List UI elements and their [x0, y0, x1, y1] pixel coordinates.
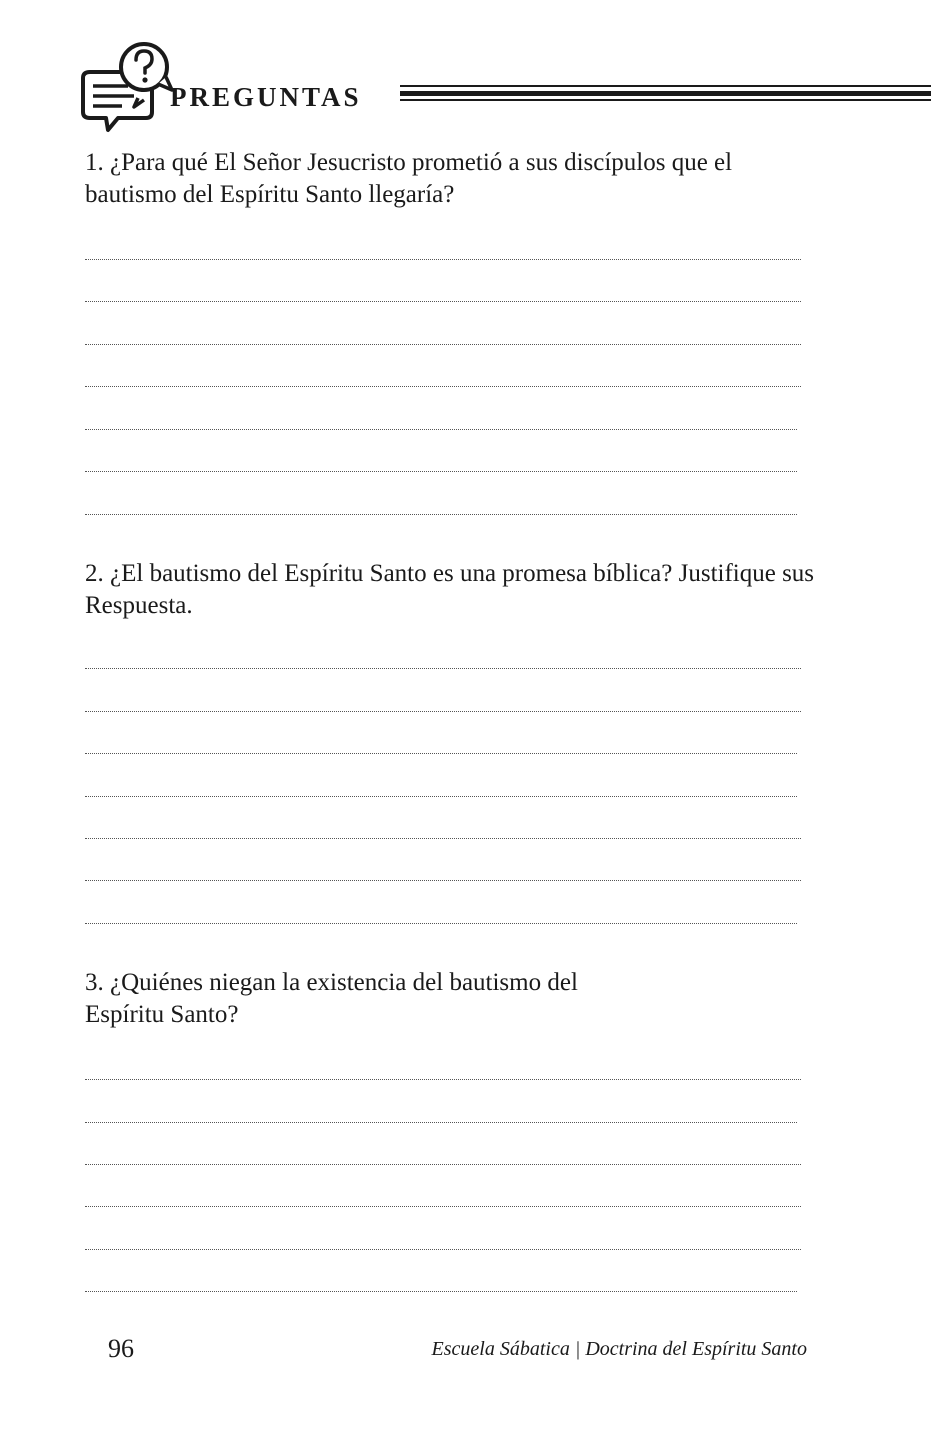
answer-line[interactable]	[85, 1079, 801, 1080]
page-number: 96	[108, 1334, 134, 1363]
answer-line[interactable]	[85, 301, 801, 302]
answer-line[interactable]	[85, 1249, 801, 1250]
answer-line[interactable]	[85, 796, 797, 797]
running-footer-title: Escuela Sábatica | Doctrina del Espíritu Santo	[431, 1338, 807, 1360]
answer-line[interactable]	[85, 711, 801, 712]
answer-line[interactable]	[85, 880, 801, 881]
answer-line[interactable]	[85, 668, 801, 669]
answer-line[interactable]	[85, 386, 801, 387]
answer-line[interactable]	[85, 838, 801, 839]
answer-line[interactable]	[85, 471, 797, 472]
answer-line[interactable]	[85, 1164, 801, 1165]
header-rule	[400, 85, 931, 102]
speech-bubbles-question-icon	[78, 40, 173, 135]
question-3: 3. ¿Quiénes niegan la existencia del bautismo del Espíritu Santo?	[85, 969, 578, 1028]
answer-line[interactable]	[85, 1206, 801, 1207]
answer-line[interactable]	[85, 344, 801, 345]
question-1: 1. ¿Para qué El Señor Jesucristo prometió a sus discípulos que el bautismo del Espíritu Santo llegaría?	[85, 149, 733, 208]
answer-line[interactable]	[85, 1122, 797, 1123]
answer-line[interactable]	[85, 923, 797, 924]
answer-line[interactable]	[85, 753, 797, 754]
answer-line[interactable]	[85, 1291, 797, 1292]
answer-line[interactable]	[85, 429, 797, 430]
answer-line[interactable]	[85, 259, 801, 260]
answer-line[interactable]	[85, 514, 797, 515]
section-title: PREGUNTAS	[170, 82, 362, 112]
question-2: 2. ¿El bautismo del Espíritu Santo es una promesa bíblica? Justifique sus Respuesta.	[85, 560, 815, 619]
section-header	[78, 40, 931, 135]
